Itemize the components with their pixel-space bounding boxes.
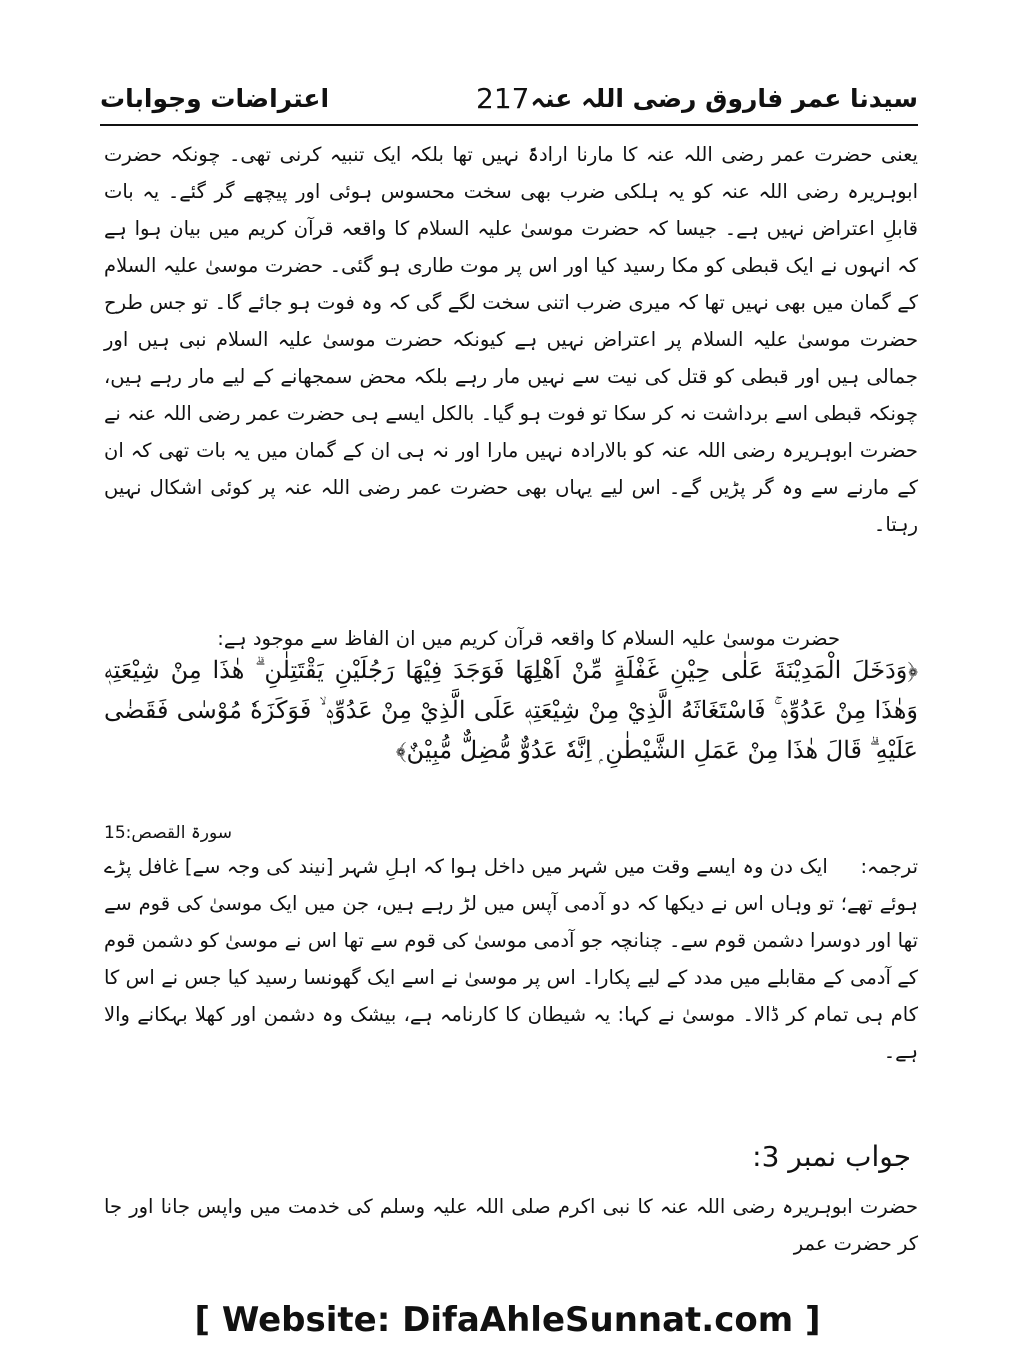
body-paragraph-3: حضرت ابوہریرہ رضی اللہ عنہ کا نبی اکرم صلی اللہ علیہ وسلم کی خدمت میں واپس جانا اور جا کر حضرت عمر xyxy=(104,1195,918,1255)
page-header xyxy=(100,82,918,122)
page-number: 217 xyxy=(476,82,530,115)
header-divider xyxy=(100,124,918,126)
verse-intro-line: حضرت موسیٰ علیہ السلام کا واقعہ قرآن کریم میں ان الفاظ سے موجود ہے: xyxy=(217,627,840,650)
answer-heading: جواب نمبر 3: xyxy=(752,1140,911,1173)
translation-paragraph xyxy=(104,848,918,1070)
website-footer: [ Website: DifaAhleSunnat.com ] xyxy=(194,1300,821,1340)
translation-text: ایک دن وہ ایسے وقت میں شہر میں داخل ہوا کہ اہلِ شہر [نیند کی وجہ سے] غافل پڑے ہوئے تھے؛ تو وہاں اس نے دیکھا کہ دو آدمی آپس میں لڑ رہے ہیں، جن میں ایک موسیٰ کی قوم سے تھا اور دوسرا دشمن قوم سے۔ چنانچہ جو آدمی موسیٰ کی قوم سے تھا اس نے موسیٰ کو دشمن قوم کے آدمی کے مقابلے میں مدد کے لیے پکارا۔ اس پر موسیٰ نے اسے ایک گھونسا رسید کیا جس نے اس کا کام ہی تمام کر ڈالا۔ موسیٰ نے کہا: یہ شیطان کا کارنامہ ہے، بیشک وہ دشمن اور کھلا بہکانے والا ہے۔ xyxy=(104,855,918,1063)
book-title: سیدنا عمر فاروق رضی اللہ عنہ xyxy=(530,84,918,113)
verse-reference: سورۃ القصص:15 xyxy=(104,823,233,843)
chapter-title: اعتراضات وجوابات xyxy=(100,84,330,113)
body-paragraph-1: یعنی حضرت عمر رضی اللہ عنہ کا مارنا ارادۃً نہیں تھا بلکہ ایک تنبیہ کرنی تھی۔ چونکہ حضرت ابوہریرہ رضی اللہ عنہ کو یہ ہلکی ضرب بھی سخت محسوس ہوئی اور پیچھے گر گئے۔ یہ بات قابلِ اعتراض نہیں ہے۔ جیسا کہ حضرت موسیٰ علیہ السلام کا واقعہ قرآن کریم میں بیان ہوا ہے کہ انہوں نے ایک قبطی کو مکا رسید کیا اور اس پر موت طاری ہو گئی۔ حضرت موسیٰ علیہ السلام کے گمان میں بھی نہیں تھا کہ میری ضرب اتنی سخت لگے گی کہ وہ فوت ہو جائے گا۔ تو جس طرح حضرت موسیٰ علیہ السلام پر اعتراض نہیں ہے کیونکہ حضرت موسیٰ علیہ السلام نبی ہیں اور جمالی ہیں اور قبطی کو قتل کی نیت سے نہیں مار رہے بلکہ محض سمجھانے کے لیے مار رہے ہیں، چونکہ قبطی اسے برداشت نہ کر سکا تو فوت ہو گیا۔ بالکل ایسے ہی حضرت عمر رضی اللہ عنہ نے حضرت ابوہریرہ رضی اللہ عنہ کو بالارادہ نہیں مارا اور نہ ہی ان کے گمان میں یہ بات تھی کہ ان کے مارنے سے وہ گر پڑیں گے۔ اس لیے یہاں بھی حضرت عمر رضی اللہ عنہ پر کوئی اشکال نہیں رہتا۔ xyxy=(104,143,918,536)
translation-label: ترجمہ: xyxy=(860,855,918,878)
quran-verse: ﴿وَدَخَلَ الْمَدِيْنَةَ عَلٰى حِيْنِ غَفْلَةٍ مِّنْ اَهْلِهَا فَوَجَدَ فِيْهَا رَجُلَيْنِ يَقْتَتِلٰنِ ۗ هٰذَا مِنْ شِيْعَتِهٖ وَهٰذَا مِنْ عَدُوِّهٖ ۚ فَاسْتَغَاثَهُ الَّذِيْ مِنْ شِيْعَتِهٖ عَلَى الَّذِيْ مِنْ عَدُوِّهٖ ۙ فَوَكَزَهٗ مُوْسٰى فَقَضٰى عَلَيْهِ ۗ قَالَ هٰذَا مِنْ عَمَلِ الشَّيْطٰنِ ۭ اِنَّهٗ عَدُوٌّ مُّضِلٌّ مُّبِيْنٌ﴾ xyxy=(104,656,918,764)
